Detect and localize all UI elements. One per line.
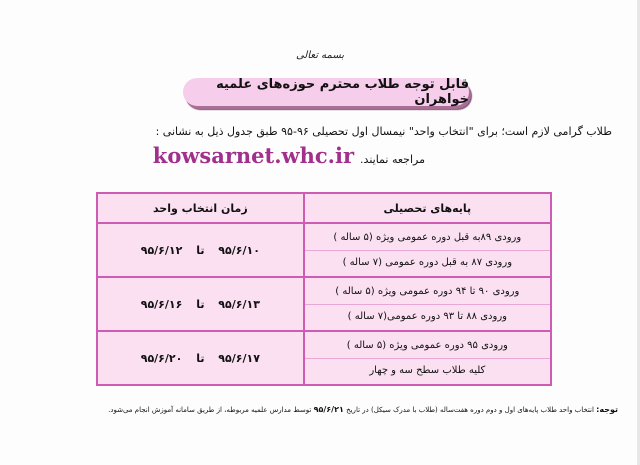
table-row	[97, 223, 551, 277]
bases-cell	[304, 277, 551, 331]
note-label: توجه:	[596, 405, 618, 414]
page-title: قابل توجه طلاب محترم حوزه‌های علمیه خواهران	[216, 77, 469, 107]
date-separator: تا	[196, 297, 205, 311]
bases-cell	[304, 223, 551, 277]
header-bases: پایه‌های تحصیلی	[304, 193, 551, 223]
date-from: ۹۵/۶/۱۳	[218, 297, 260, 311]
footnote	[108, 405, 618, 415]
date-from: ۹۵/۶/۱۷	[218, 351, 260, 365]
table-row	[97, 277, 551, 331]
base-item: ورودی ۹۵ دوره عمومی ویژه (۵ ساله )	[346, 339, 508, 351]
date-to: ۹۵/۶/۱۲	[140, 243, 183, 257]
date-range-cell	[97, 277, 304, 331]
header-dates: زمان انتخاب واحد	[97, 193, 304, 223]
date-to: ۹۵/۶/۲۰	[140, 351, 183, 365]
date-range-cell	[97, 223, 304, 277]
date-separator: تا	[196, 243, 205, 257]
base-item: ورودی ۸۸ تا ۹۳ دوره عمومی(۷ ساله )	[305, 304, 550, 329]
date-from: ۹۵/۶/۱۰	[218, 243, 260, 257]
intro-text: طلاب گرامی لازم است؛ برای "انتخاب واحد" نیمسال اول تحصیلی ۹۶-۹۵ طبق جدول ذیل به نشانی :	[155, 125, 612, 138]
website-link[interactable]: kowsarnet.whc.ir	[152, 143, 355, 168]
note-date: ۹۵/۶/۲۱	[313, 405, 344, 414]
date-separator: تا	[196, 351, 205, 365]
url-line	[152, 143, 425, 168]
url-suffix-text: مراجعه نمایند.	[360, 153, 425, 166]
title-banner	[183, 78, 469, 106]
date-range-cell	[97, 331, 304, 385]
table-row	[97, 331, 551, 385]
schedule-table	[96, 192, 552, 386]
base-item: کلیه طلاب سطح سه و چهار	[305, 358, 550, 383]
base-item: ورودی ۸۹به قبل دوره عمومی ویژه (۵ ساله )	[333, 231, 522, 243]
table-header-row	[97, 193, 551, 223]
note-text-a: انتخاب واحد طلاب پایه‌های اول و دوم دوره هفت‌ساله (طلاب با مدرک سیکل) در تاریخ	[346, 406, 594, 414]
base-item: ورودی ۹۰ تا ۹۴ دوره عمومی ویژه (۵ ساله )	[335, 285, 520, 297]
date-to: ۹۵/۶/۱۶	[140, 297, 183, 311]
bases-cell	[304, 331, 551, 385]
note-text-b: توسط مدارس علمیه مربوطه، از طریق سامانه آموزش انجام می‌شود.	[108, 406, 312, 414]
bismillah-heading: بسمه تعالی	[295, 50, 345, 61]
base-item: ورودی ۸۷ به قبل دوره عمومی (۷ ساله )	[305, 250, 550, 275]
